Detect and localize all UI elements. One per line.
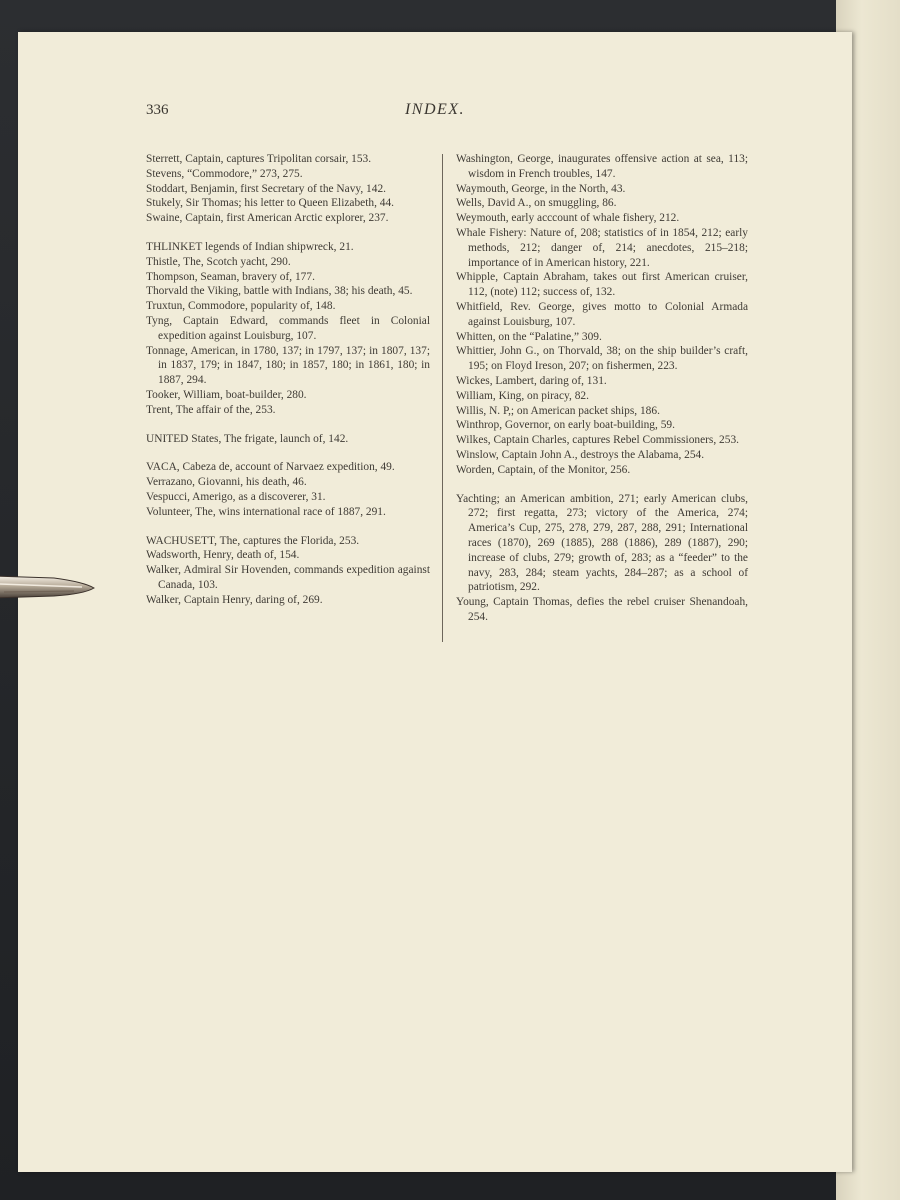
index-entry: Sterrett, Captain, captures Tripolitan corsair, 153.: [146, 153, 372, 165]
index-entry: Wells, David A., on smuggling, 86.: [456, 197, 617, 210]
index-entry: WACHUSETT, The, captures the Florida, 253.: [146, 534, 360, 547]
index-entry: Wickes, Lambert, daring of, 131.: [456, 374, 607, 387]
section-gap: [146, 418, 430, 432]
index-entry: Tooker, William, boat-builder, 280.: [146, 388, 307, 401]
index-entry: VACA, Cabeza de, account of Narvaez expedition, 49.: [146, 461, 395, 474]
index-entry: THLINKET legends of Indian shipwreck, 21.: [146, 240, 354, 253]
column-divider: [442, 154, 443, 642]
index-entry: Worden, Captain, of the Monitor, 256.: [456, 463, 631, 476]
index-entry: Thorvald the Viking, battle with Indians, 38; his death, 45.: [146, 285, 413, 298]
index-entry: Vespucci, Amerigo, as a discoverer, 31.: [146, 490, 326, 503]
index-column-left: [146, 152, 430, 608]
index-entry: Whitfield, Rev. George, gives motto to Colonial Armada against Louisburg, 107.: [456, 300, 748, 328]
index-entry: Winslow, Captain John A., destroys the Alabama, 254.: [456, 448, 705, 461]
index-entry: Willis, N. P,; on American packet ships, 186.: [456, 404, 660, 417]
index-entry: Volunteer, The, wins international race of 1887, 291.: [146, 505, 386, 518]
index-entry: Whale Fishery: Nature of, 208; statistics of in 1854, 212; early methods, 212; danger of, 214; anecdotes, 215–218; importance of in American history, 221.: [456, 226, 748, 269]
index-entry: Wadsworth, Henry, death of, 154.: [146, 549, 300, 562]
index-entry: Thompson, Seaman, bravery of, 177.: [146, 270, 315, 283]
pen-nib-icon: [0, 568, 98, 604]
index-entry: William, King, on piracy, 82.: [456, 389, 589, 402]
index-entry: Walker, Captain Henry, daring of, 269.: [146, 593, 323, 606]
index-entry: Trent, The affair of the, 253.: [146, 403, 276, 416]
index-entry: Washington, George, inaugurates offensive action at sea, 113; wisdom in French troubles, 147.: [456, 153, 748, 180]
index-entry: Weymouth, early acccount of whale fishery, 212.: [456, 212, 680, 225]
index-entry: UNITED States, The frigate, launch of, 142.: [146, 432, 349, 445]
index-entry: Stoddart, Benjamin, first Secretary of the Navy, 142.: [146, 182, 386, 195]
index-entry: Tyng, Captain Edward, commands fleet in Colonial expedition against Louisburg, 107.: [146, 314, 430, 342]
index-entry: Whipple, Captain Abraham, takes out first American cruiser, 112, (note) 112; success of, 132.: [456, 271, 748, 299]
index-entry: Truxtun, Commodore, popularity of, 148.: [146, 300, 336, 313]
index-column-right: [456, 152, 748, 625]
index-entry: Young, Captain Thomas, defies the rebel cruiser Shenandoah, 254.: [456, 596, 748, 623]
page-title: INDEX.: [404, 101, 466, 118]
index-entry: Yachting; an American ambition, 271; early American clubs, 272; first regatta, 273; victory of the America, 274; America’s Cup, 275, 278, 279, 287, 288, 291; International races (1870), 269 (1885), 288 (1886), 289 (1887), 290; increase of clubs, 279; growth of, 283; as a “feeder” to the navy, 283, 284; steam yachts, 284–287; as a school of patriotism, 292.: [456, 492, 748, 594]
index-entry: Verrazano, Giovanni, his death, 46.: [146, 476, 307, 489]
section-gap: [146, 446, 430, 460]
index-entry: Walker, Admiral Sir Hovenden, commands expedition against Canada, 103.: [146, 564, 430, 591]
index-entry: Stevens, “Commodore,” 273, 275.: [146, 167, 303, 180]
section-gap: [146, 520, 430, 534]
index-entry: Whitten, on the “Palatine,” 309.: [456, 330, 602, 343]
page-number: 336: [146, 102, 169, 118]
index-entry: Stukely, Sir Thomas; his letter to Queen Elizabeth, 44.: [146, 197, 395, 210]
section-gap: [456, 478, 748, 492]
section-gap: [146, 226, 430, 240]
index-entry: Tonnage, American, in 1780, 137; in 1797, 137; in 1807, 137; in 1837, 179; in 1847, 180; in 1857, 180; in 1861, 180; in 1887, 294.: [146, 344, 430, 387]
index-entry: Waymouth, George, in the North, 43.: [456, 182, 626, 195]
book-page: [18, 32, 852, 1172]
index-entry: Wilkes, Captain Charles, captures Rebel Commissioners, 253.: [456, 434, 739, 447]
index-entry: Swaine, Captain, first American Arctic explorer, 237.: [146, 212, 389, 225]
index-entry: Thistle, The, Scotch yacht, 290.: [146, 255, 291, 268]
index-entry: Winthrop, Governor, on early boat-building, 59.: [456, 419, 675, 432]
index-entry: Whittier, John G., on Thorvald, 38; on the ship builder’s craft, 195; on Floyd Ireson, 207; on fishermen, 223.: [456, 345, 748, 373]
